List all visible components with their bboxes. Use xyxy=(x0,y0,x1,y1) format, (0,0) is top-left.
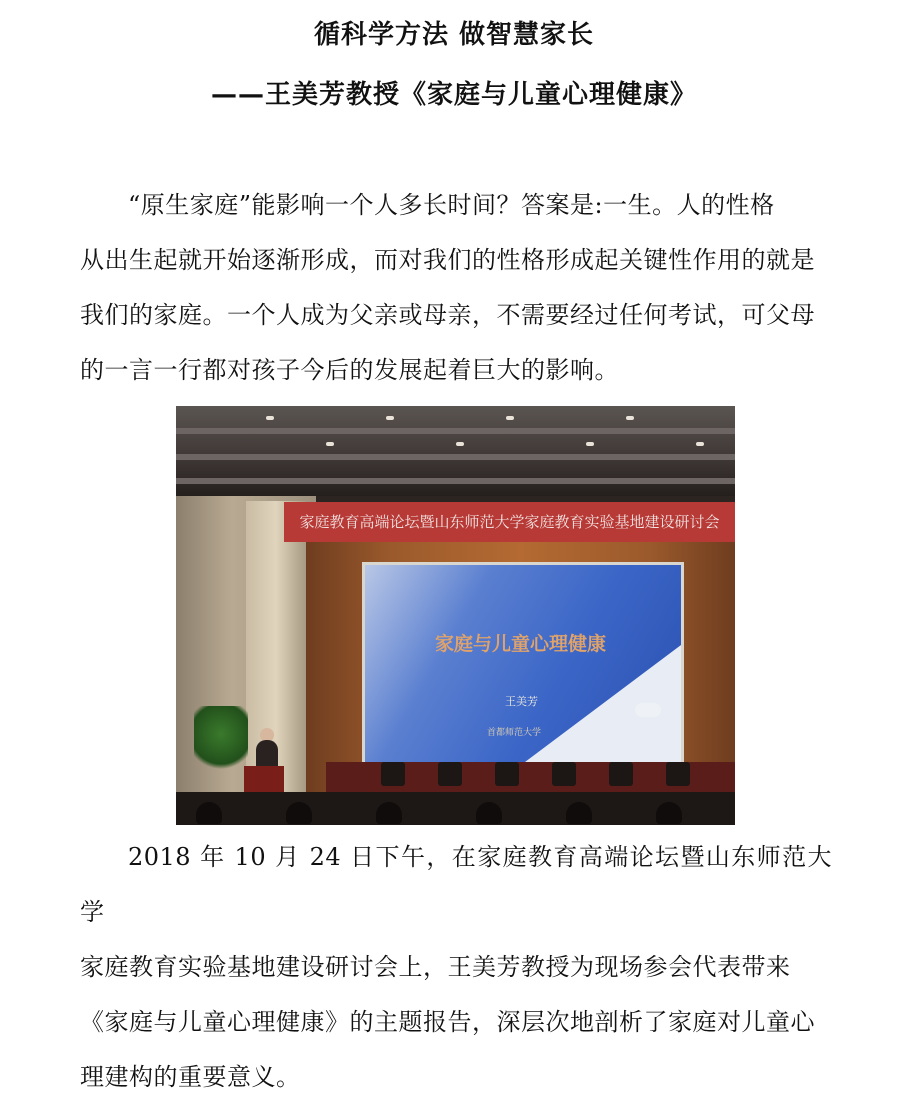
lecture-photo xyxy=(176,406,735,825)
audience-head xyxy=(656,802,682,824)
report-paragraph xyxy=(80,830,832,1105)
intro-paragraph xyxy=(80,178,832,398)
audience-head xyxy=(376,802,402,824)
slide-logo-icon xyxy=(635,703,661,717)
paragraph-line: 家庭教育实验基地建设研讨会上，王美芳教授为现场参会代表带来 xyxy=(80,953,791,981)
ceiling-light xyxy=(266,416,274,420)
potted-plant xyxy=(194,706,248,776)
ceiling-strip xyxy=(176,428,735,434)
slide-title: 家庭与儿童心理健康 xyxy=(435,633,607,655)
ceiling-light xyxy=(586,442,594,446)
audience-head xyxy=(286,802,312,824)
slide-organization: 首都师范大学 xyxy=(487,728,542,738)
document-subtitle: ——王美芳教授《家庭与儿童心理健康》 xyxy=(210,80,697,110)
document-title: 循科学方法 做智慧家长 xyxy=(313,20,595,50)
chair xyxy=(552,762,576,786)
ceiling-strip xyxy=(176,454,735,460)
ceiling-light xyxy=(456,442,464,446)
ceiling-light xyxy=(386,416,394,420)
ceiling-strip xyxy=(176,478,735,484)
projection-screen xyxy=(362,562,684,768)
audience-head xyxy=(566,802,592,824)
paragraph-line: 从出生起就开始逐渐形成，而对我们的性格形成起关键性作用的就是 xyxy=(80,246,815,274)
paragraph-line: 《家庭与儿童心理健康》的主题报告，深层次地剖析了家庭对儿童心 xyxy=(80,1008,815,1036)
chair xyxy=(438,762,462,786)
conference-banner: 家庭教育高端论坛暨山东师范大学家庭教育实验基地建设研讨会 xyxy=(284,502,735,542)
paragraph-line: 的一言一行都对孩子今后的发展起着巨大的影响。 xyxy=(80,356,619,384)
chair xyxy=(609,762,633,786)
paragraph-line: 2018 年 10 月 24 日下午，在家庭教育高端论坛暨山东师范大学 xyxy=(80,843,832,926)
ceiling-light xyxy=(326,442,334,446)
slide-author: 王美芳 xyxy=(505,695,538,708)
chair xyxy=(495,762,519,786)
paragraph-line: 理建构的重要意义。 xyxy=(80,1063,301,1091)
audience xyxy=(176,792,735,825)
ceiling-light xyxy=(696,442,704,446)
ceiling-light xyxy=(626,416,634,420)
audience-head xyxy=(476,802,502,824)
audience-head xyxy=(196,802,222,824)
chair xyxy=(381,762,405,786)
paragraph-line: “原生家庭”能影响一个人多长时间？答案是:一生。人的性格 xyxy=(128,191,775,219)
paragraph-line: 我们的家庭。一个人成为父亲或母亲，不需要经过任何考试，可父母 xyxy=(80,301,815,329)
chair xyxy=(666,762,690,786)
ceiling-light xyxy=(506,416,514,420)
